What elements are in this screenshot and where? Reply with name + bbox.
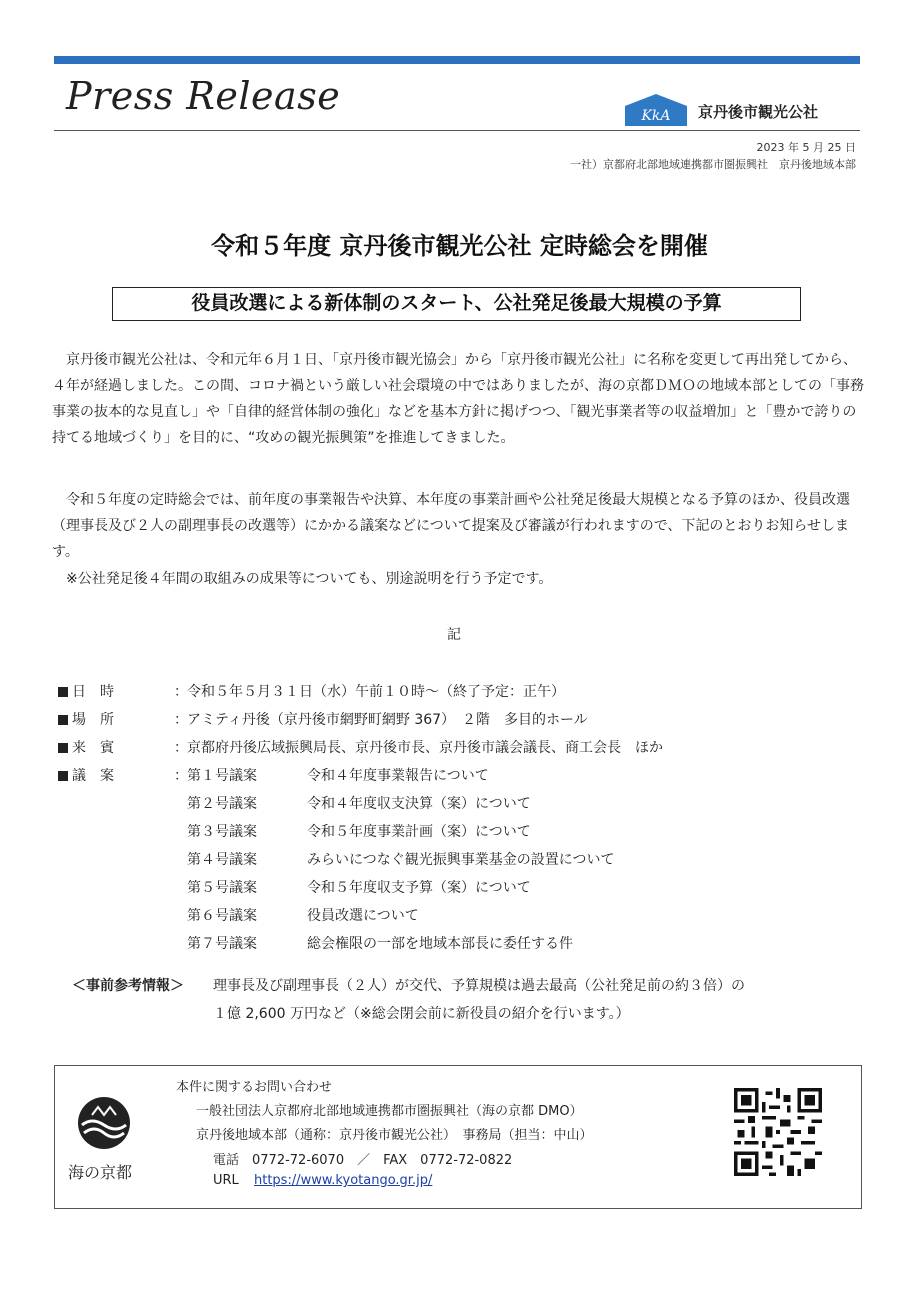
agenda-title: 令和５年度事業計画（案）について bbox=[307, 824, 531, 840]
agenda-number: 第７号議案 bbox=[187, 936, 257, 952]
agenda-title: みらいにつなぐ観光振興事業基金の設置について bbox=[307, 852, 615, 868]
guest-value: 京都府丹後広域振興局長、京丹後市長、京丹後市議会議長、商工会長 ほか bbox=[187, 740, 663, 756]
agenda-number: 第６号議案 bbox=[187, 908, 257, 924]
square-bullet-icon bbox=[58, 743, 68, 753]
date-value: 令和５年５月３１日（水）午前１０時～（終了予定：正午） bbox=[187, 684, 565, 700]
reference-line-1: 理事長及び副理事長（２人）が交代、予算規模は過去最高（公社発足前の約３倍）の bbox=[213, 978, 745, 994]
release-date: 2023 年 5 月 25 日 bbox=[756, 141, 856, 154]
place-value: アミティ丹後（京丹後市網野町網野 367） ２階 多目的ホール bbox=[187, 712, 588, 728]
agenda-title: 役員改選について bbox=[307, 908, 419, 924]
header-accent-bar bbox=[54, 56, 860, 64]
square-bullet-icon bbox=[58, 715, 68, 725]
agenda-title: 令和５年度収支予算（案）について bbox=[307, 880, 531, 896]
header-divider bbox=[54, 130, 860, 131]
guest-label: 来 賓 bbox=[58, 737, 114, 757]
agenda-title: 令和４年度事業報告について bbox=[307, 768, 489, 784]
date-label: 日 時 bbox=[58, 681, 114, 701]
contact-heading: 本件に関するお問い合わせ bbox=[176, 1080, 333, 1095]
agenda-title: 総会権限の一部を地域本部長に委任する件 bbox=[307, 936, 573, 952]
press-release-title: Press Release bbox=[66, 74, 341, 118]
colon: ： bbox=[174, 768, 188, 784]
colon: ： bbox=[174, 712, 188, 728]
body-paragraph-2: 令和５年度の定時総会では、前年度の事業報告や決算、本年度の事業計画や公社発足後最大規模となる予算のほか、役員改選（理事長及び２人の副理事長の改選等）にかかる議案などについて提案及び審議が行われますので、下記のとおりお知らせします。 bbox=[52, 492, 850, 560]
agenda-number: 第４号議案 bbox=[187, 852, 257, 868]
main-title: 令和５年度 京丹後市観光公社 定時総会を開催 bbox=[211, 232, 708, 260]
agenda-number: 第１号議案 bbox=[187, 768, 257, 784]
contact-phone: 電話 0772-72-6070 ／ FAX 0772-72-0822 bbox=[213, 1153, 513, 1168]
place-label: 場 所 bbox=[58, 709, 114, 729]
umi-no-kyoto-logo-text: 海の京都 bbox=[68, 1163, 133, 1182]
contact-org: 一般社団法人京都府北部地域連携都市圏振興社（海の京都 DMO） bbox=[196, 1104, 583, 1119]
umi-no-kyoto-logo-icon bbox=[72, 1095, 136, 1151]
agenda-number: 第３号議案 bbox=[187, 824, 257, 840]
kka-logo-icon bbox=[625, 94, 687, 126]
svg-text:KkA: KkA bbox=[641, 108, 671, 124]
subtitle: 役員改選による新体制のスタート、公社発足後最大規模の予算 bbox=[112, 287, 801, 321]
agenda-title: 令和４年度収支決算（案）について bbox=[307, 796, 531, 812]
contact-office: 京丹後地域本部（通称：京丹後市観光公社） 事務局（担当：中山） bbox=[196, 1128, 593, 1143]
reference-line-2: １億 2,600 万円など（※総会閉会前に新役員の紹介を行います。） bbox=[213, 1006, 630, 1022]
org-name: 京丹後市観光公社 bbox=[698, 103, 819, 121]
square-bullet-icon bbox=[58, 687, 68, 697]
issuer: 一社）京都府北部地域連携都市圏振興社 京丹後地域本部 bbox=[570, 158, 856, 171]
qr-code-icon[interactable] bbox=[734, 1088, 822, 1176]
body-paragraph-1: 京丹後市観光公社は、令和元年６月１日、「京丹後市観光協会」から「京丹後市観光公社」に名称を変更して再出発してから、４年が経過しました。この間、コロナ禍という厳しい社会環境の中ではありましたが、海の京都ＤＭＯの地域本部としての「事務事業の抜本的な見直し」や「自律的経営体制の強化」などを基本方針に掲げつつ、「観光事業者等の収益増加」と「豊かで誇りの持てる地域づくり」を目的に、“攻めの観光振興策”を推進してきました。 bbox=[52, 352, 864, 446]
colon: ： bbox=[174, 684, 188, 700]
colon: ： bbox=[174, 740, 188, 756]
body-note: ※公社発足後４年間の取組みの成果等についても、別途説明を行う予定です。 bbox=[66, 571, 553, 587]
agenda-label: 議 案 bbox=[58, 765, 114, 785]
ki-heading: 記 bbox=[447, 627, 461, 643]
agenda-number: 第２号議案 bbox=[187, 796, 257, 812]
agenda-number: 第５号議案 bbox=[187, 880, 257, 896]
contact-url-link[interactable]: https://www.kyotango.gr.jp/ bbox=[254, 1173, 433, 1188]
square-bullet-icon bbox=[58, 771, 68, 781]
reference-label: ＜事前参考情報＞ bbox=[72, 978, 184, 994]
contact-url-label: URL bbox=[213, 1173, 239, 1188]
